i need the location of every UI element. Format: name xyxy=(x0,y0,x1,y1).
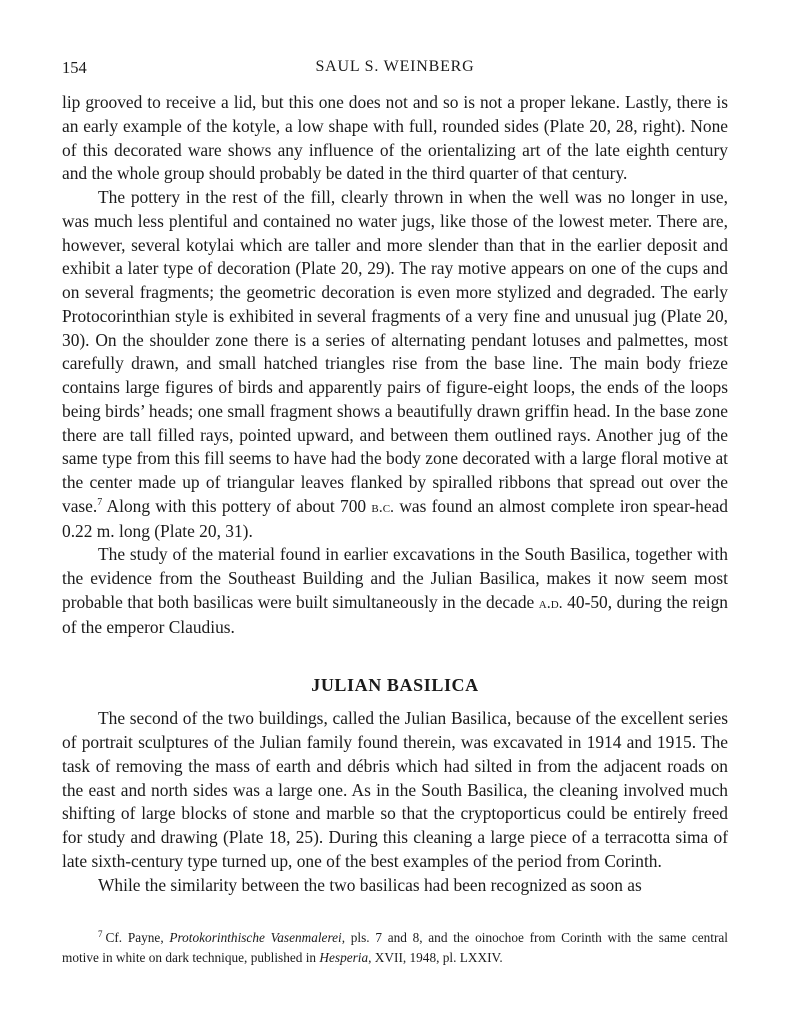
page-number: 154 xyxy=(62,58,87,77)
paragraph-2-text-end: was found an almost complete iron spear-head 0.22 m. long (Plate 20, 31). xyxy=(62,495,729,541)
footnote-text xyxy=(62,928,728,967)
era-abbreviation-ad: a.d. xyxy=(538,594,563,612)
paragraph-1: lip grooved to receive a lid, but this one does not and so is not a proper lekane. Lastly, there is an early example of the kotyle, a low shape with full, rounded sides (Plate 20, 28, right). None of this decorated ware shows any influence of the orientalizing art of the late eighth century and the whole group should probably be dated in the third quarter of that century. xyxy=(62,92,728,184)
footnote-reference-7[interactable]: 7 xyxy=(97,496,103,508)
era-abbreviation-bc: b.c. xyxy=(371,498,395,516)
section-heading-julian-basilica: JULIAN BASILICA xyxy=(311,675,479,696)
paragraph-4: The second of the two buildings, called the Julian Basilica, because of the excellent series of portrait sculptures of the Julian family found therein, was excavated in 1914 and 1915. The task of removing the mass of earth and débris which had silted in from the adjacent roads on the east and north sides was a large one. As in the South Basilica, the cleaning involved much shifting of large blocks of stone and marble so that the cryptoporticus could be entirely freed for study and drawing (Plate 18, 25). During this cleaning a large piece of a terracotta sima of late sixth-century type turned up, one of the best examples of the period from Corinth. xyxy=(62,708,728,871)
paragraph-5: While the similarity between the two basilicas had been recognized as soon as xyxy=(98,874,642,895)
paragraph-2-text-cont: Along with this pottery of about 700 xyxy=(102,495,372,516)
footnote-title-hesperia: Hesperia xyxy=(319,949,369,965)
paragraph-3-text-end: 40-50, during the reign of the emperor Claudius. xyxy=(62,591,728,637)
footnote-text-a: Cf. Payne, xyxy=(105,930,170,945)
footnote-title-protokorinthische: Protokorinthische Vasenmalerei xyxy=(169,930,342,945)
paragraph-3 xyxy=(62,543,728,639)
page-header xyxy=(62,58,728,82)
paragraph-2-text: The pottery in the rest of the fill, clearly thrown in when the well was no longer in use, was much less plentiful and contained no water jugs, like those of the lowest meter. There are, however, several kotylai which are taller and more slender than that in the earlier deposit and exhibit a later type of decoration (Plate 20, 29). The ray motive appears on one of the cups and on several fragments; the geometric decoration is even more stylized and degraded. The early Protocorinthian style is exhibited in several fragments of a very fine and unusual jug (Plate 20, 30). On the shoulder zone there is a series of alternating pendant lotuses and palmettes, most carefully drawn, and small hatched triangles rise from the base line. The main body frieze contains large figures of birds and apparently pairs of figure-eight loops, the ends of the loops being birds’ heads; one small fragment shows a beautifully drawn griffin head. In the base zone there are tall filled rays, pointed upward, and between them outlined rays. Another jug of the same type from this fill seems to have had the body zone decorated with a large floral motive at the center made up of triangular leaves flanked by spiralled ribbons that spread out over the vase. xyxy=(62,187,728,516)
paragraph-3-text: The study of the material found in earlier excavations in the South Basilica, together with the evidence from the Southeast Building and the Julian Basilica, makes it now seem most probable that both basilicas were built simultaneously in the decade xyxy=(62,544,728,612)
footnote-mark: 7 xyxy=(98,928,103,939)
footnote-7 xyxy=(62,928,728,967)
footnote-text-b: , pls. 7 and 8, and the oinochoe from Corinth with the same central motive in white on dark technique, published in xyxy=(62,930,728,965)
footnote-text-c: , XVII, 1948, pl. LXXIV. xyxy=(368,949,503,965)
body-text xyxy=(62,91,728,897)
running-head: SAUL S. WEINBERG xyxy=(315,58,475,75)
paragraph-2 xyxy=(62,186,728,543)
